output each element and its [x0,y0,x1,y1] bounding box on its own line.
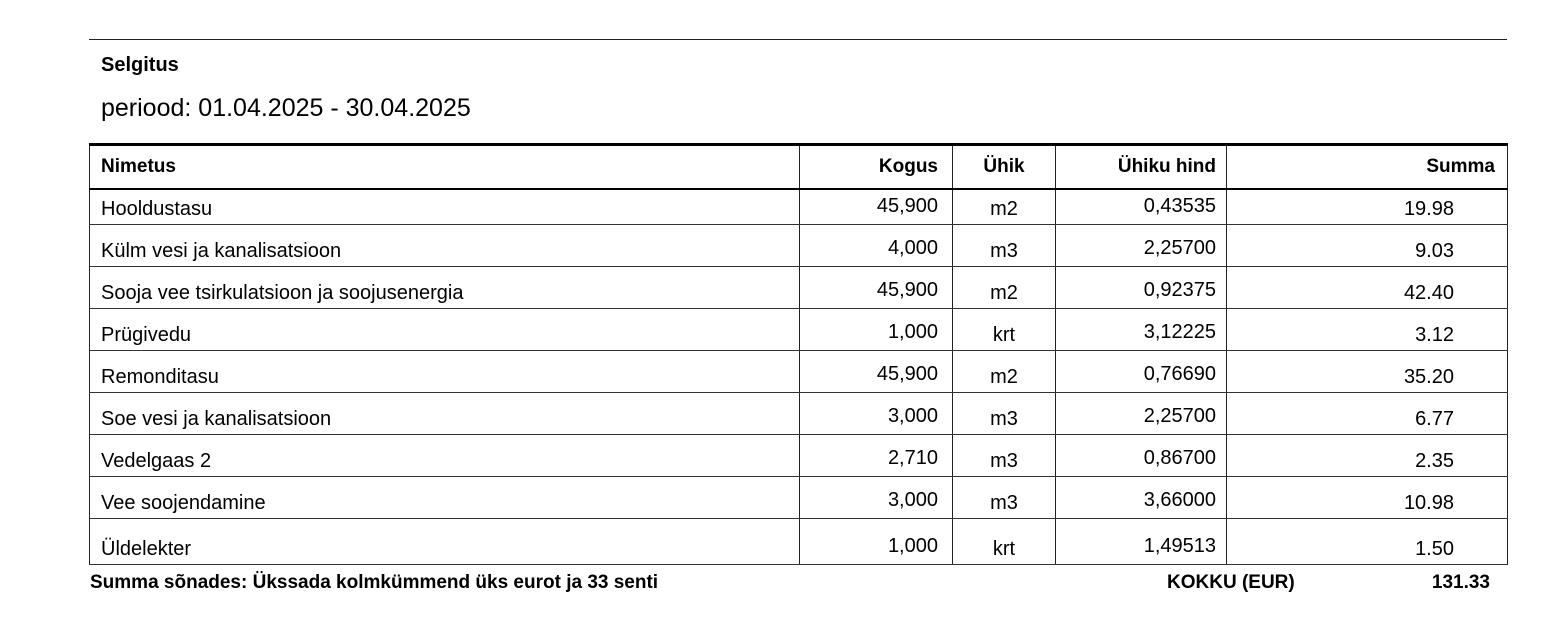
table-row [90,267,1508,309]
row-unit-price: 2,25700 [1056,225,1227,267]
header-quantity: Kogus [800,145,953,189]
row-unit: m2 [953,189,1056,225]
header-unit-price: Ühiku hind [1056,145,1227,189]
row-unit-price: 0,86700 [1056,435,1227,477]
total-value: 131.33 [1431,572,1490,593]
row-sum: 10.98 [1227,477,1508,519]
row-sum: 3.12 [1227,309,1508,351]
row-name: Külm vesi ja kanalisatsioon [90,225,800,267]
total-label: KOKKU (EUR) [1167,572,1295,593]
header-unit: Ühik [953,145,1056,189]
row-unit: m3 [953,225,1056,267]
row-quantity: 45,900 [800,267,953,309]
billing-period: periood: 01.04.2025 - 30.04.2025 [101,94,471,122]
row-quantity: 2,710 [800,435,953,477]
row-unit-price: 2,25700 [1056,393,1227,435]
charges-table [89,143,1508,565]
row-sum: 42.40 [1227,267,1508,309]
table-row [90,435,1508,477]
row-sum: 19.98 [1227,189,1508,225]
table-row [90,189,1508,225]
table-row [90,309,1508,351]
row-unit: krt [953,519,1056,565]
row-unit: m2 [953,267,1056,309]
row-sum: 35.20 [1227,351,1508,393]
row-sum: 2.35 [1227,435,1508,477]
table-row [90,393,1508,435]
row-unit: m3 [953,393,1056,435]
row-name: Prügivedu [90,309,800,351]
header-name: Nimetus [90,145,800,189]
table-header-row [90,145,1508,189]
row-unit-price: 1,49513 [1056,519,1227,565]
row-unit-price: 3,12225 [1056,309,1227,351]
row-unit-price: 0,43535 [1056,189,1227,225]
row-name: Sooja vee tsirkulatsioon ja soojusenergia [90,267,800,309]
row-unit-price: 0,92375 [1056,267,1227,309]
row-sum: 1.50 [1227,519,1508,565]
row-quantity: 4,000 [800,225,953,267]
row-quantity: 1,000 [800,519,953,565]
row-name: Hooldustasu [90,189,800,225]
row-quantity: 45,900 [800,351,953,393]
row-unit: m3 [953,435,1056,477]
row-sum: 9.03 [1227,225,1508,267]
row-name: Remonditasu [90,351,800,393]
row-unit: m3 [953,477,1056,519]
row-name: Soe vesi ja kanalisatsioon [90,393,800,435]
row-unit-price: 0,76690 [1056,351,1227,393]
row-quantity: 3,000 [800,393,953,435]
header-sum: Summa [1227,145,1508,189]
table-row [90,519,1508,565]
row-unit: m2 [953,351,1056,393]
table-row [90,477,1508,519]
row-sum: 6.77 [1227,393,1508,435]
row-name: Vedelgaas 2 [90,435,800,477]
row-name: Üldelekter [90,519,800,565]
row-quantity: 45,900 [800,189,953,225]
row-quantity: 1,000 [800,309,953,351]
row-quantity: 3,000 [800,477,953,519]
table-row [90,351,1508,393]
row-unit: krt [953,309,1056,351]
row-name: Vee soojendamine [90,477,800,519]
row-unit-price: 3,66000 [1056,477,1227,519]
sum-in-words: Summa sõnades: Ükssada kolmkümmend üks eurot ja 33 senti [90,572,659,593]
section-title: Selgitus [101,54,179,76]
top-divider [89,39,1507,40]
table-row [90,225,1508,267]
